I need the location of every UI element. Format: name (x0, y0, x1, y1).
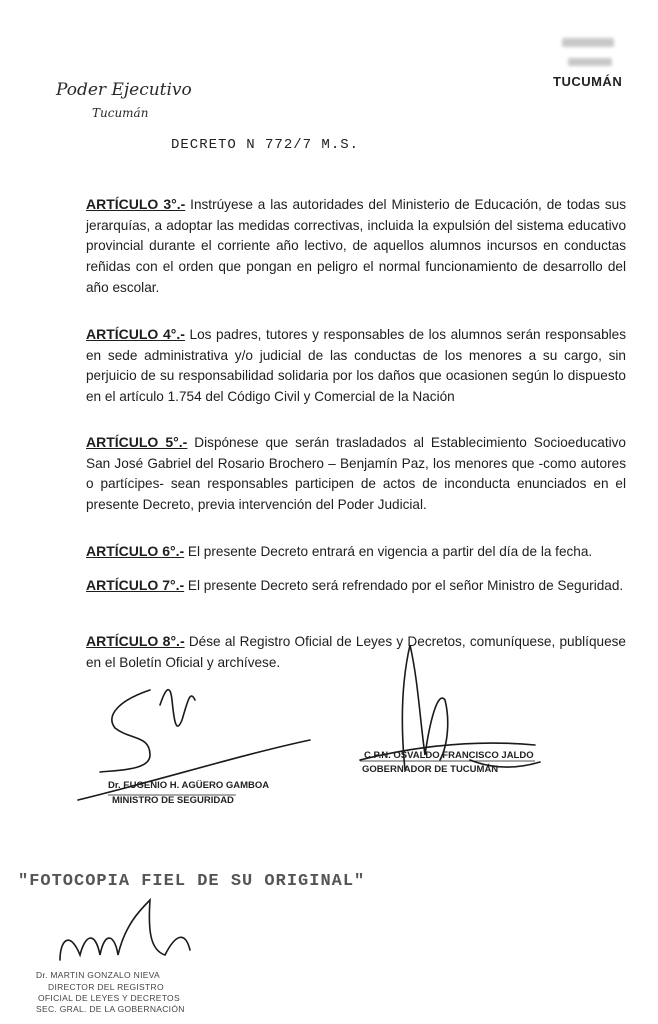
left-signer-name: Dr. EUGENIO H. AGÜERO GAMBOA (108, 780, 270, 791)
registry-director-line: OFICIAL DE LEYES Y DECRETOS (38, 993, 180, 1003)
left-signature-stroke (100, 690, 150, 772)
article-text: Los padres, tutores y responsables de los alumnos serán responsables en sede administrativa y/o judicial de las conductas de los menores a su cargo, sin perjuicio de su responsabilidad solidaria por los daños que ocasionen según lo dispuesto en el artículo 1.754 del Código Civil y Comercial de la Nación (86, 327, 627, 405)
registry-director-line: DIRECTOR DEL REGISTRO (48, 982, 164, 992)
left-signer-title: MINISTRO DE SEGURIDAD (112, 795, 234, 806)
article-text: Instrúyese a las autoridades del Ministerio de Educación, de todas sus jerarquías, a adoptar las medidas correctivas, incluida la expulsión del sistema educativo provincial durante el corriente año lectivo, de aquellos alumnos incursos en conductas reñidas con el orden que pongan en peligro el normal funcionamiento de desarrollo del año escolar. (86, 197, 627, 295)
brand-label: TUCUMÁN (553, 74, 623, 89)
article-label: ARTÍCULO 8°.- (86, 633, 185, 649)
article-text: El presente Decreto será refrendado por el señor Ministro de Seguridad. (184, 578, 624, 593)
article-text: El presente Decreto entrará en vigencia a partir del día de la fecha. (184, 544, 593, 559)
article-label: ARTÍCULO 4°.- (86, 326, 185, 342)
article-text: Dése al Registro Oficial de Leyes y Decretos, comuníquese, publíquese en el Boletín Oficial y archívese. (86, 634, 626, 670)
article-label: ARTÍCULO 3°.- (86, 196, 186, 212)
left-signature-stroke (160, 690, 195, 726)
right-signer-name: C.P.N. OSVALDO FRANCISCO JALDO (364, 750, 534, 761)
right-signer-title: GOBERNADOR DE TUCUMÁN (362, 764, 499, 775)
article-label: ARTÍCULO 6°.- (86, 543, 185, 559)
left-signature-stroke (78, 740, 310, 800)
place-label: Tucumán (92, 106, 149, 120)
registry-director-name: Dr. MARTIN GONZALO NIEVA (36, 970, 161, 980)
decreto-number: DECRETO N 772/7 M.S. (171, 137, 360, 153)
certified-copy-stamp: "FOTOCOPIA FIEL DE SU ORIGINAL" (18, 872, 366, 891)
registry-director-line: SEC. GRAL. DE LA GOBERNACIÓN (36, 1004, 185, 1014)
stamp-signature-stroke (60, 900, 190, 960)
article-text: Dispónese que serán trasladados al Establecimiento Socioeducativo San José Gabriel del Rosario Brochero – Benjamín Paz, los menores que -como autores o partícipes- sean responsables participen de actos de inconducta enunciados en el presente Decreto, previa intervención del Poder Judicial. (86, 435, 626, 513)
article-label: ARTÍCULO 7°.- (86, 577, 185, 593)
poder-ejecutivo-heading: Poder Ejecutivo (56, 80, 192, 100)
article-label: ARTÍCULO 5°.- (86, 434, 188, 450)
